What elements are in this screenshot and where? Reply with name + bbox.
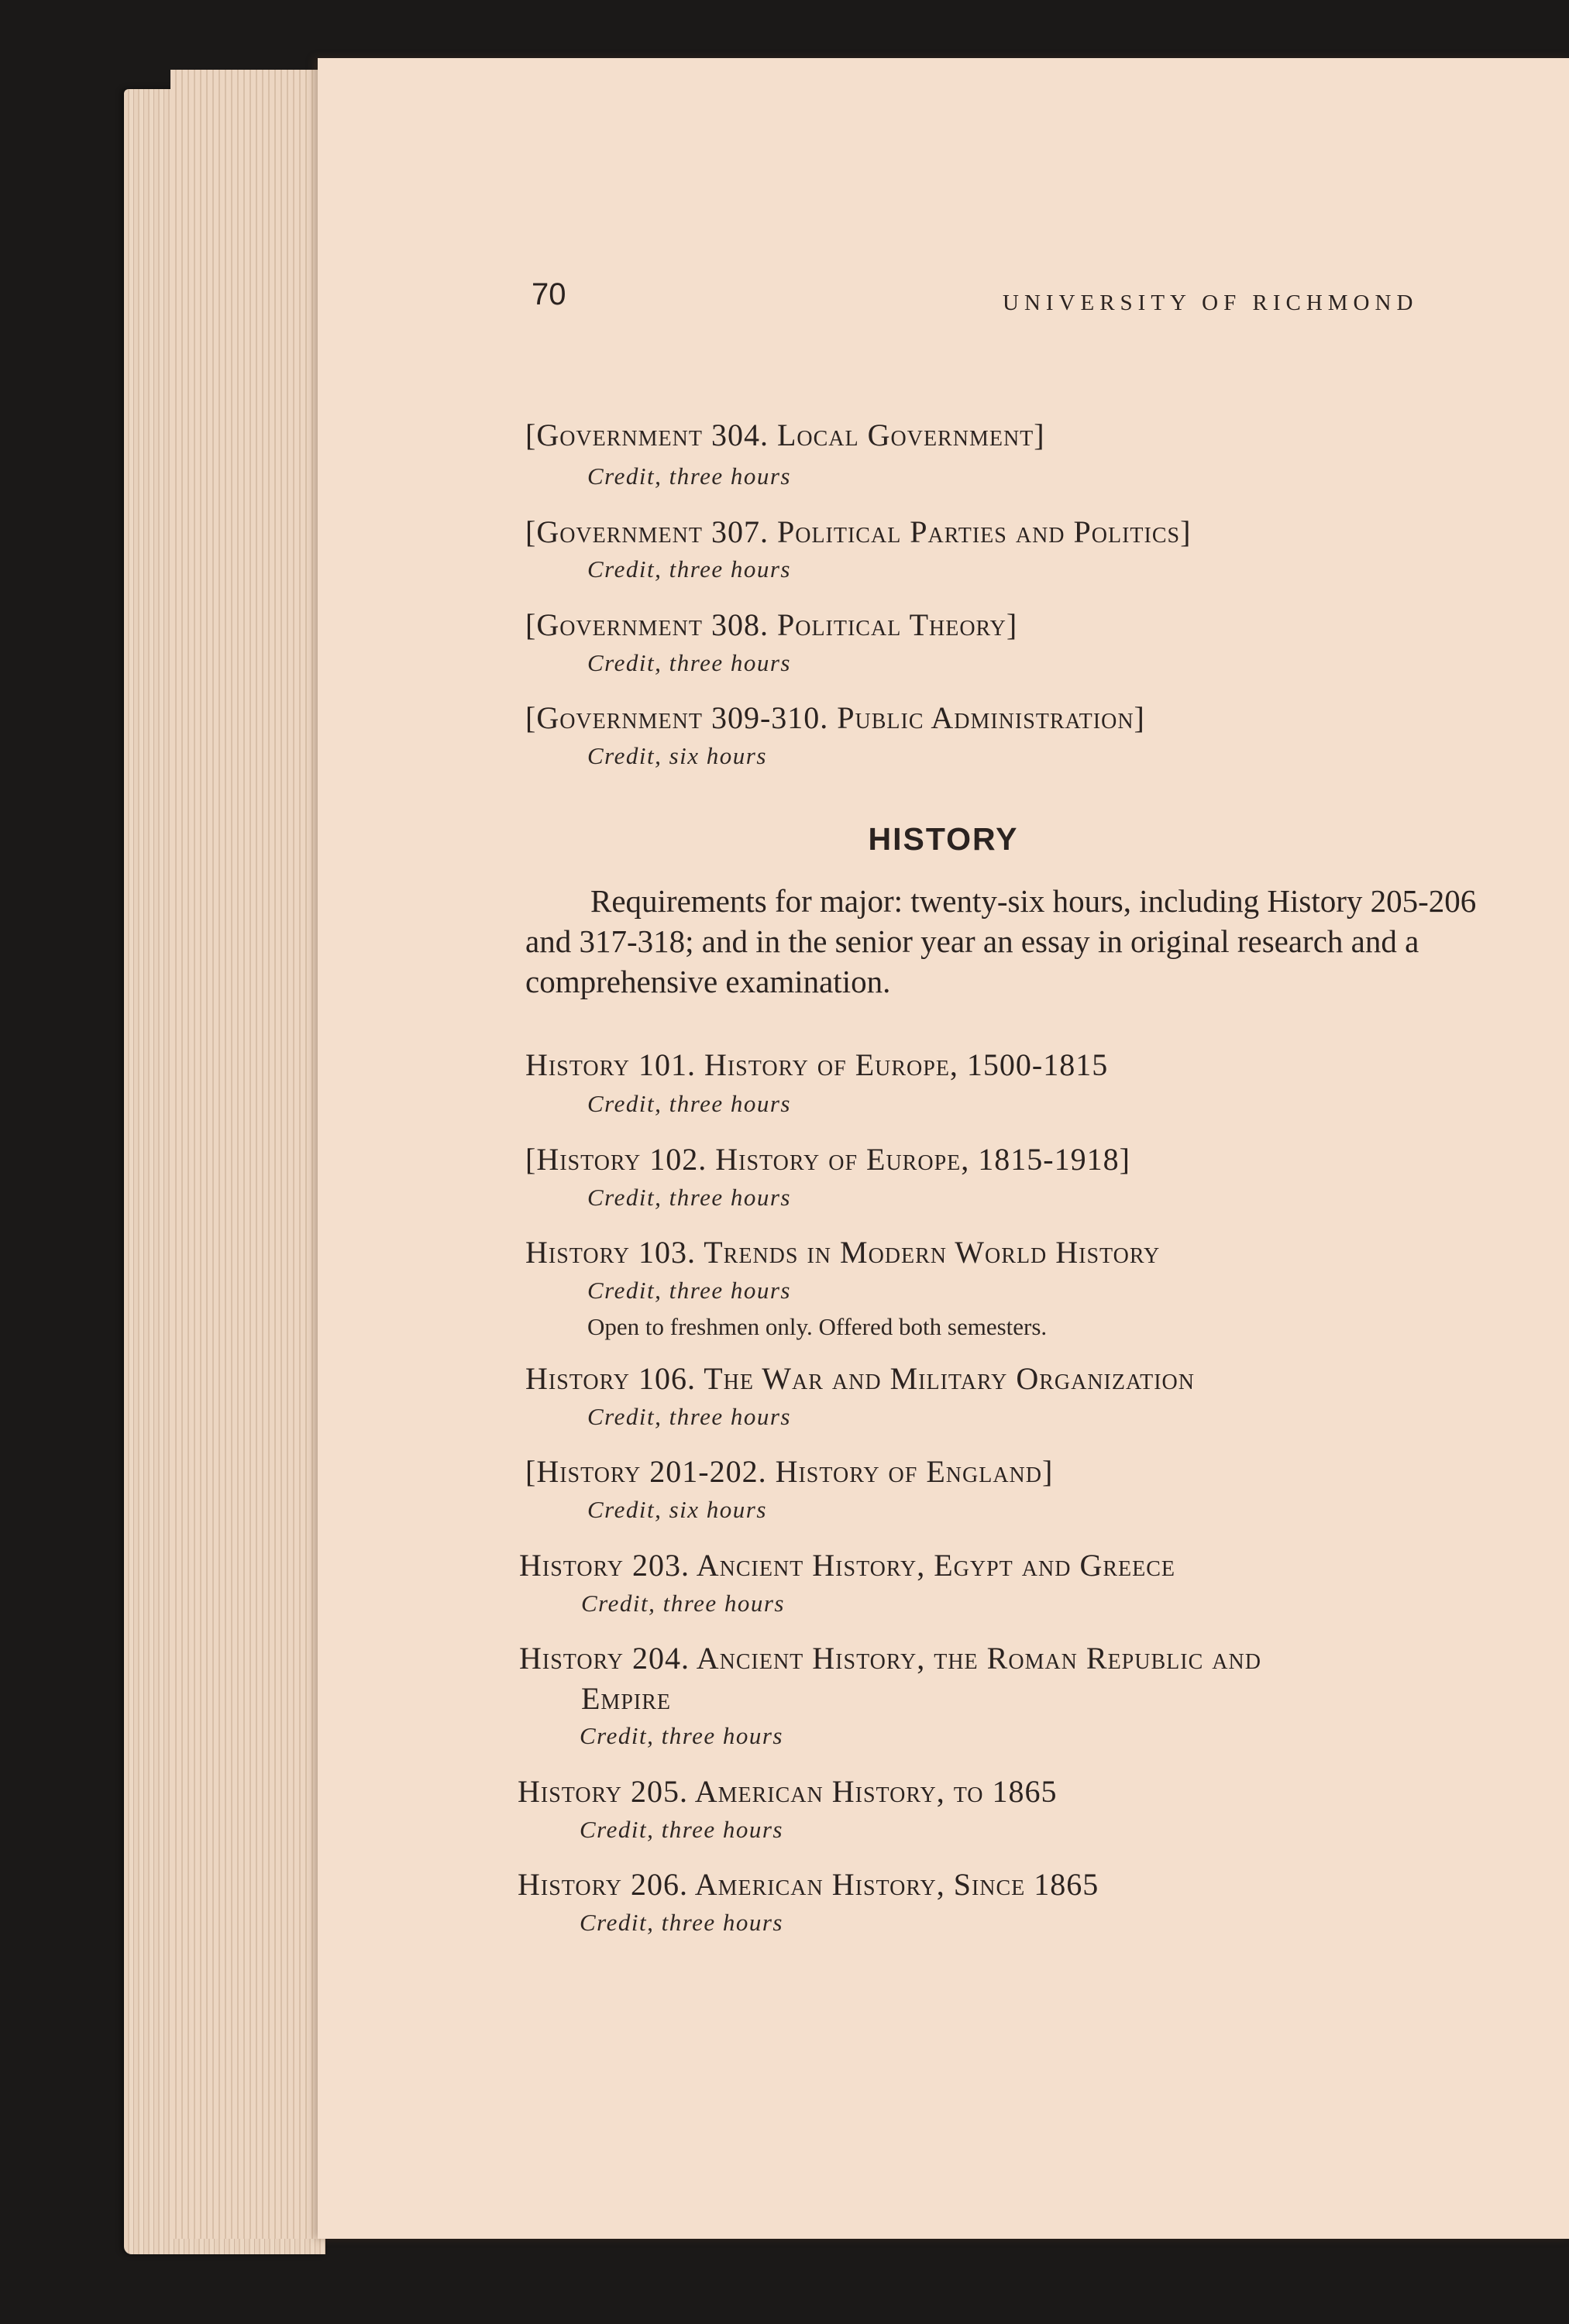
course-title: History 103. Trends in Modern World History (525, 1235, 1161, 1270)
page-edges-inner (170, 70, 341, 2239)
course-credit: Credit, three hours (587, 1277, 791, 1304)
running-head: UNIVERSITY OF RICHMOND (1003, 290, 1419, 315)
section-heading: HISTORY (868, 821, 1019, 857)
course-title: [History 201-202. History of England] (525, 1454, 1054, 1489)
course-note: Open to freshmen only. Offered both semesters. (587, 1313, 1048, 1340)
course-title-continued: Empire (581, 1681, 672, 1716)
course-credit: Credit, three hours (580, 1816, 783, 1843)
course-title: [Government 309-310. Public Administration] (525, 700, 1145, 735)
course-credit: Credit, three hours (587, 555, 791, 583)
course-credit: Credit, three hours (580, 1722, 783, 1749)
course-credit: Credit, six hours (587, 1496, 767, 1523)
requirements-paragraph (525, 881, 1495, 1002)
course-credit: Credit, three hours (581, 1590, 785, 1617)
course-title: [Government 304. Local Government] (525, 418, 1045, 452)
course-credit: Credit, six hours (587, 742, 767, 769)
requirements-text: Requirements for major: twenty-six hours, including History 205-206 and 317-318; and in the senior year an essay in original research and a comprehensive examination. (525, 883, 1477, 999)
course-title: History 205. American History, to 1865 (518, 1774, 1058, 1809)
course-credit: Credit, three hours (587, 649, 791, 676)
course-credit: Credit, three hours (580, 1909, 783, 1936)
course-title: [Government 307. Political Parties and Politics] (525, 514, 1192, 549)
course-credit: Credit, three hours (587, 1184, 791, 1211)
book-page (318, 58, 1569, 2239)
course-credit: Credit, three hours (587, 1090, 791, 1117)
course-title: History 204. Ancient History, the Roman Republic and (519, 1641, 1261, 1676)
page-number: 70 (532, 277, 566, 311)
course-title: History 106. The War and Military Organization (525, 1361, 1195, 1396)
course-credit: Credit, three hours (587, 462, 791, 490)
course-credit: Credit, three hours (587, 1403, 791, 1430)
course-title: [Government 308. Political Theory] (525, 607, 1018, 642)
course-title: [History 102. History of Europe, 1815-1918] (525, 1142, 1130, 1177)
course-title: History 203. Ancient History, Egypt and Greece (519, 1548, 1175, 1583)
course-title: History 206. American History, Since 1865 (518, 1867, 1099, 1902)
course-title: History 101. History of Europe, 1500-1815 (525, 1047, 1109, 1082)
